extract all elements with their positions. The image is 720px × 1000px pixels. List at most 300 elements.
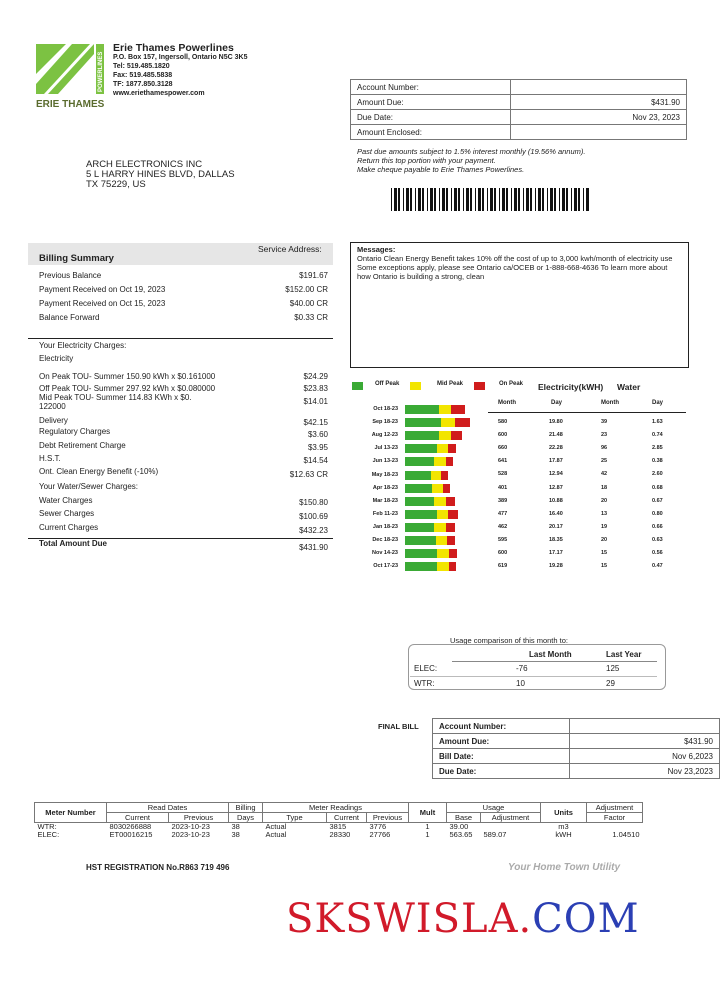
company-tel: Tel: 519.485.1820 [113, 63, 170, 70]
barcode-bar [586, 188, 589, 211]
usage-table-cell: 20 [601, 497, 608, 504]
meter-header-row [35, 803, 643, 813]
barcode-bar [583, 188, 584, 211]
charge-value: $14.54 [303, 456, 328, 465]
meter-cell: 1 [425, 822, 430, 831]
charge-value: $14.01 [303, 397, 328, 406]
bar-mid-peak [441, 418, 455, 427]
account-number-value [511, 80, 687, 95]
bar-mid-peak [434, 497, 445, 506]
charge-label: Delivery [39, 416, 68, 425]
legend-on-peak: On Peak [499, 381, 524, 387]
watermark-part2: COM [532, 896, 640, 942]
usage-table-cell: 15 [601, 550, 608, 556]
usage-table-cell: 462 [498, 523, 508, 530]
bar-off-peak [405, 431, 439, 440]
note-line: Make cheque payable to Erie Thames Powerlines. [357, 165, 525, 174]
billing-row-value: $191.67 [299, 271, 328, 280]
final-bill-row [433, 734, 720, 749]
barcode-bar [398, 188, 400, 211]
amount-enclosed-value[interactable] [511, 125, 687, 140]
bar-on-peak [446, 523, 455, 532]
col-header-month: Month [601, 400, 619, 406]
barcode-bar [422, 188, 424, 211]
usage-table-cell: 18.35 [549, 536, 563, 543]
chart-title-electricity: Electricity(kWH) [538, 382, 604, 392]
barcode-bar [494, 188, 496, 211]
usage-table-cell: 401 [498, 484, 508, 491]
fb-account-label: Account Number: [433, 719, 570, 734]
electricity-header: Your Electricity Charges: [39, 341, 127, 350]
bar-on-peak [455, 418, 470, 427]
table-divider [488, 412, 686, 413]
watermark [286, 896, 640, 942]
barcode-bar [451, 188, 452, 211]
barcode-bar [475, 188, 476, 211]
meter-cell: 38 [231, 822, 240, 831]
bar-off-peak [405, 405, 439, 414]
billing-row-value: $40.00 CR [289, 299, 328, 308]
charge-label: Regulatory Charges [39, 427, 111, 436]
meter-cell: 38 [231, 830, 240, 839]
barcode-bar [418, 188, 421, 211]
fb-amount-value: $431.90 [570, 734, 720, 749]
final-bill-row [433, 749, 720, 764]
barcode-bar [554, 188, 556, 211]
charge-label: H.S.T. [39, 454, 61, 463]
payment-notes [357, 147, 585, 174]
usage-row-label: ELEC: [414, 664, 438, 673]
meter-cell: ET00016215 [109, 830, 153, 839]
legend-off-peak: Off Peak [375, 381, 400, 387]
month-label: Mar 18-23 [372, 497, 398, 504]
usage-table-cell: 13 [601, 510, 608, 517]
charge-label: Sewer Charges [39, 509, 95, 518]
billing-row-value: $0.33 CR [294, 313, 328, 322]
divider [28, 338, 333, 339]
final-bill-box [432, 718, 720, 779]
charge-label: Debt Retirement Charge [39, 441, 126, 450]
barcode-bar [566, 188, 568, 211]
usage-table-cell: 0.38 [652, 458, 663, 465]
usage-table-cell: 21.48 [549, 432, 563, 439]
barcode-bar [403, 188, 404, 211]
logo-text: ERIE THAMES [36, 99, 104, 110]
barcode-bar [559, 188, 560, 211]
usage-table-cell: 17.87 [549, 458, 563, 465]
total-value: $431.90 [299, 543, 328, 552]
barcode-bar [439, 188, 440, 211]
usage-table-cell: 42 [601, 471, 608, 478]
barcode-bar [427, 188, 428, 211]
bar-off-peak [405, 418, 441, 427]
bar-mid-peak [439, 431, 451, 440]
month-label: Dec 18-23 [372, 537, 398, 543]
amount-due-value: $431.90 [511, 95, 687, 110]
charge-label: Your Water/Sewer Charges: [39, 482, 139, 491]
hst-registration: HST REGISTRATION No.R863 719 496 [86, 863, 230, 872]
bar-on-peak [448, 510, 458, 519]
barcode-bar [574, 188, 577, 211]
usage-last-year: 125 [606, 664, 620, 673]
barcode-bar [547, 188, 548, 211]
h-days: Days [229, 813, 263, 823]
usage-table-cell: 17.17 [549, 550, 563, 556]
barcode-bar [550, 188, 553, 211]
company-address: P.O. Box 157, Ingersoll, Ontario N5C 3K5 [113, 54, 248, 61]
bar-mid-peak [434, 523, 445, 532]
bar-mid-peak [437, 510, 448, 519]
h-units: Units [541, 803, 587, 823]
meter-cell: WTR: [37, 822, 57, 831]
usage-table-cell: 12.87 [549, 484, 563, 491]
due-date-label: Due Date: [351, 110, 511, 125]
meter-cell: Actual [265, 822, 287, 831]
usage-table-cell: 39 [601, 419, 608, 425]
fb-bill-date-label: Bill Date: [433, 749, 570, 764]
barcode-bar [458, 188, 460, 211]
meter-cell: 589.07 [483, 830, 507, 839]
month-label: Jul 13-23 [374, 445, 398, 452]
charge-label: Current Charges [39, 523, 99, 532]
barcode-bar [506, 188, 508, 211]
bar-on-peak [448, 444, 456, 453]
bar-off-peak [405, 510, 437, 519]
bar-off-peak [405, 549, 437, 558]
usage-table-cell: 19.28 [549, 563, 563, 570]
logo-side-text: POWERLINES [98, 51, 104, 92]
meter-cell: 28330 [329, 830, 351, 839]
fb-account-value [570, 719, 720, 734]
legend-swatch-off-peak [352, 382, 363, 390]
barcode-bar [415, 188, 416, 211]
bar-mid-peak [439, 405, 451, 414]
barcode-bar [391, 188, 392, 211]
usage-header-last-year: Last Year [606, 650, 642, 659]
h-base: Base [447, 813, 481, 823]
month-label: Apr 18-23 [372, 484, 398, 491]
billing-row-value: $152.00 CR [285, 285, 328, 294]
charge-value: $12.63 CR [289, 470, 328, 479]
messages-title: Messages: [357, 245, 396, 254]
fb-bill-date-value: Nov 6,2023 [570, 749, 720, 764]
legend-mid-peak: Mid Peak [437, 381, 464, 387]
usage-table-cell: 10.88 [549, 497, 563, 504]
legend-swatch-on-peak [474, 382, 485, 390]
account-number-label: Account Number: [351, 80, 511, 95]
account-row [351, 80, 687, 95]
barcode-bar [490, 188, 493, 211]
barcode [391, 188, 589, 211]
usage-table-cell: 19 [601, 523, 608, 530]
barcode-bar [499, 188, 500, 211]
barcode-bar [535, 188, 536, 211]
bar-off-peak [405, 457, 434, 466]
charge-value: $23.83 [303, 384, 328, 393]
total-label: Total Amount Due [39, 539, 107, 548]
service-address-label: Service Address: [258, 244, 322, 254]
barcode-bar [542, 188, 544, 211]
barcode-bar [578, 188, 580, 211]
meter-row [35, 831, 643, 839]
company-web[interactable]: www.eriethamespower.com [113, 90, 205, 97]
usage-table-cell: 660 [498, 445, 508, 452]
usage-table-cell: 0.63 [652, 536, 663, 543]
company-fax: Fax: 519.485.5838 [113, 72, 173, 79]
bar-mid-peak [432, 484, 443, 493]
usage-table-cell: 2.85 [652, 445, 663, 452]
barcode-bar [442, 188, 445, 211]
bar-off-peak [405, 471, 431, 480]
charge-label: Off Peak TOU- Summer 297.92 kWh x $0.080000 [39, 384, 216, 393]
usage-table-cell: 580 [498, 419, 508, 425]
month-label: Aug 12-23 [371, 432, 398, 439]
tagline: Your Home Town Utility [508, 862, 621, 873]
electricity-label: Electricity [39, 354, 74, 363]
customer-name: ARCH ELECTRONICS INC [86, 159, 203, 170]
usage-table-cell: 0.74 [652, 432, 663, 439]
month-label: May 18-23 [371, 471, 398, 478]
h-previous: Previous [169, 813, 229, 823]
billing-summary-title: Billing Summary [39, 253, 114, 264]
barcode-bar [454, 188, 457, 211]
meter-cell: 39.00 [449, 822, 469, 831]
barcode-bar [514, 188, 517, 211]
bar-mid-peak [431, 471, 441, 480]
usage-table-cell: 19.80 [549, 419, 563, 425]
usage-divider [452, 661, 657, 662]
account-row [351, 95, 687, 110]
bar-mid-peak [437, 444, 448, 453]
barcode-bar [434, 188, 436, 211]
barcode-bar [394, 188, 397, 211]
charge-value: $432.23 [299, 526, 328, 535]
usage-table-cell: 600 [498, 550, 508, 556]
usage-table-cell: 15 [601, 563, 608, 570]
col-header-day: Day [652, 400, 664, 406]
final-bill-row [433, 719, 720, 734]
billing-row-label: Payment Received on Oct 15, 2023 [39, 299, 166, 308]
meter-cell: 2023-10-23 [171, 822, 210, 831]
meter-cell: 563.65 [449, 830, 473, 839]
usage-table-cell: 22.28 [549, 445, 563, 452]
charge-value: $24.29 [303, 372, 328, 381]
h-type: Type [263, 813, 327, 823]
amount-due-label: Amount Due: [351, 95, 511, 110]
bar-mid-peak [436, 536, 447, 545]
customer-street: 5 L HARRY HINES BLVD, DALLAS [86, 169, 235, 180]
fb-amount-label: Amount Due: [433, 734, 570, 749]
fb-due-date-label: Due Date: [433, 764, 570, 779]
h-meter-number: Meter Number [35, 803, 107, 823]
meter-cell: ELEC: [37, 830, 60, 839]
account-row [351, 125, 687, 140]
due-date-value: Nov 23, 2023 [511, 110, 687, 125]
usage-last-month: -76 [516, 664, 528, 673]
usage-table-cell: 12.94 [549, 471, 563, 478]
company-info [113, 44, 247, 98]
h-meter-readings: Meter Readings [263, 803, 409, 813]
barcode-bar [406, 188, 409, 211]
chart-title-water: Water [617, 382, 641, 392]
legend-swatch-mid-peak [410, 382, 421, 390]
bar-off-peak [405, 484, 432, 493]
usage-table-cell: 600 [498, 432, 508, 439]
h-billing: Billing [229, 803, 263, 813]
usage-table-cell: 0.56 [652, 550, 663, 556]
meter-cell: m3 [558, 822, 569, 831]
barcode-bar [518, 188, 520, 211]
bar-on-peak [449, 549, 457, 558]
usage-table-cell: 0.68 [652, 484, 663, 491]
barcode-bar [478, 188, 481, 211]
final-bill-row [433, 764, 720, 779]
barcode-bar [571, 188, 572, 211]
note-line: Return this top portion with your payment. [357, 156, 496, 165]
month-label: Jun 13-23 [372, 458, 398, 465]
charge-value: $3.95 [307, 443, 328, 452]
month-label: Jan 18-23 [372, 523, 398, 530]
h-adj: Adjustment [481, 813, 541, 823]
amount-enclosed-label: Amount Enclosed: [351, 125, 511, 140]
usage-table-cell: 18 [601, 484, 608, 491]
usage-last-month: 10 [516, 679, 525, 688]
usage-last-year: 29 [606, 679, 615, 688]
charge-label: Mid Peak TOU- Summer 114.83 KWh x $0. [39, 393, 192, 402]
col-header-day: Day [551, 400, 563, 406]
barcode-bar [538, 188, 541, 211]
usage-table-cell: 528 [498, 471, 508, 478]
bar-off-peak [405, 562, 437, 571]
meter-cell: 8030266888 [109, 822, 152, 831]
meter-cell: Actual [265, 830, 287, 839]
messages-box [350, 242, 689, 368]
usage-row-label: WTR: [414, 679, 435, 688]
messages-body: Ontario Clean Energy Benefit takes 10% off the cost of up to 3,000 kwh/month of electricity use Some exceptions apply, please see Ontario ca/OCEB or 1-888-668-4636 To learn more about how Ontario is building a strong, clean [357, 254, 673, 281]
barcode-bar [530, 188, 532, 211]
barcode-bar [511, 188, 512, 211]
h-previous2: Previous [367, 813, 409, 823]
bar-on-peak [451, 431, 461, 440]
usage-table-cell: 477 [498, 510, 508, 517]
bar-mid-peak [437, 562, 449, 571]
bar-mid-peak [437, 549, 449, 558]
charge-value: $150.80 [299, 498, 328, 507]
usage-table-cell: 595 [498, 536, 508, 543]
h-adjustment: Adjustment [587, 803, 643, 813]
usage-table-cell: 23 [601, 432, 608, 439]
billing-row-label: Balance Forward [39, 313, 100, 322]
barcode-bar [487, 188, 488, 211]
col-header-month: Month [498, 400, 516, 406]
meter-cell: 1.04510 [612, 830, 640, 839]
bar-mid-peak [434, 457, 445, 466]
month-label: Oct 18-23 [373, 406, 398, 412]
usage-table-cell: 2.60 [652, 471, 663, 478]
charge-label: Water Charges [39, 496, 93, 505]
barcode-bar [562, 188, 565, 211]
company-logo [36, 44, 104, 110]
h-current: Current [107, 813, 169, 823]
meter-cell: kWH [555, 830, 572, 839]
barcode-bar [466, 188, 469, 211]
customer-address [86, 160, 235, 190]
usage-divider [410, 676, 657, 677]
month-label: Sep 18-23 [372, 419, 398, 426]
bar-on-peak [446, 497, 455, 506]
usage-table-cell: 25 [601, 458, 608, 465]
bar-off-peak [405, 523, 434, 532]
usage-table-cell: 641 [498, 458, 508, 465]
month-label: Nov 14-23 [372, 550, 398, 557]
h-current2: Current [327, 813, 367, 823]
bar-on-peak [447, 536, 455, 545]
final-bill-label: FINAL BILL [378, 722, 419, 731]
company-tf: TF: 1877.850.3128 [113, 81, 173, 88]
barcode-bar [482, 188, 484, 211]
barcode-bar [410, 188, 412, 211]
usage-table-cell: 20.17 [549, 523, 563, 530]
watermark-part1: SKSWISLA [286, 896, 519, 942]
barcode-bar [526, 188, 529, 211]
h-mult: Mult [409, 803, 447, 823]
bar-off-peak [405, 536, 436, 545]
h-usage: Usage [447, 803, 541, 813]
barcode-bar [430, 188, 433, 211]
h-read-dates: Read Dates [107, 803, 229, 813]
bar-on-peak [449, 562, 456, 571]
barcode-bar [502, 188, 505, 211]
charge-value: $3.60 [307, 430, 328, 439]
usage-table-cell: 20 [601, 536, 608, 543]
meter-cell: 3815 [329, 822, 347, 831]
usage-title: Usage comparison of this month to: [450, 636, 568, 645]
account-row [351, 110, 687, 125]
barcode-bar [523, 188, 524, 211]
month-label: Oct 17-23 [373, 563, 398, 570]
bar-on-peak [441, 471, 448, 480]
bar-on-peak [443, 484, 450, 493]
usage-table-cell: 16.40 [549, 510, 563, 517]
usage-table-cell: 389 [498, 497, 508, 504]
account-box [350, 79, 687, 140]
usage-table-cell: 1.63 [652, 419, 663, 425]
usage-table-cell: 0.67 [652, 497, 663, 504]
bar-off-peak [405, 497, 434, 506]
billing-row-label: Payment Received on Oct 19, 2023 [39, 285, 166, 294]
watermark-dot: . [518, 896, 533, 942]
charge-label: 122000 [39, 402, 66, 411]
meter-cell: 3776 [369, 822, 387, 831]
bar-on-peak [451, 405, 465, 414]
usage-header-last-month: Last Month [529, 650, 572, 659]
usage-table-cell: 0.66 [652, 523, 663, 530]
meter-cell: 1 [425, 830, 430, 839]
h-factor: Factor [587, 813, 643, 823]
charge-value: $42.15 [303, 418, 328, 427]
meter-cell: 2023-10-23 [171, 830, 210, 839]
usage-table-cell: 0.80 [652, 510, 663, 517]
bar-off-peak [405, 444, 437, 453]
bar-on-peak [446, 457, 453, 466]
usage-table-cell: 96 [601, 445, 608, 452]
barcode-bar [470, 188, 472, 211]
usage-table-cell: 619 [498, 563, 508, 570]
barcode-bar [463, 188, 464, 211]
customer-city: TX 75229, US [86, 179, 146, 190]
usage-table-cell: 0.47 [652, 563, 663, 570]
month-label: Feb 11-23 [372, 510, 398, 517]
